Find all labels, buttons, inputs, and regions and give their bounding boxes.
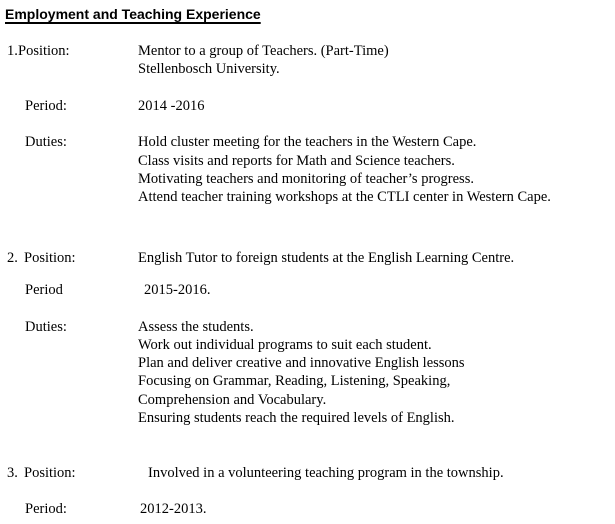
position-label: Position:	[24, 465, 76, 482]
entry-number: 1.	[7, 43, 18, 59]
position-value-line: Involved in a volunteering teaching program in the township.	[148, 465, 504, 482]
period-label: Period:	[25, 97, 67, 114]
duty-line: Plan and deliver creative and innovative English lessons	[138, 355, 465, 372]
period-label-group	[7, 97, 138, 115]
duty-line: Comprehension and Vocabulary.	[138, 391, 327, 408]
period-value	[138, 500, 610, 518]
position-row	[5, 42, 610, 79]
duty-line: Motivating teachers and monitoring of teacher’s progress.	[138, 171, 474, 188]
experience-entry-1	[5, 42, 610, 207]
duties-row	[5, 133, 610, 206]
period-value-line: 2014 -2016	[138, 97, 205, 114]
duties-value	[138, 318, 610, 428]
duties-label-group	[7, 318, 138, 336]
duty-line: Hold cluster meeting for the teachers in the Western Cape.	[138, 134, 477, 151]
position-row	[5, 249, 610, 267]
duty-line: Assess the students.	[138, 318, 254, 335]
duty-line: Work out individual programs to suit each student.	[138, 336, 432, 353]
position-value-line: Stellenbosch University.	[138, 61, 280, 78]
duty-line: Focusing on Grammar, Reading, Listening, Speaking,	[138, 373, 451, 390]
position-label-group	[7, 249, 138, 267]
experience-entry-3	[5, 464, 610, 518]
position-label: Position:	[24, 249, 76, 266]
experience-entry-2	[5, 249, 610, 428]
period-label-group	[7, 500, 138, 518]
period-value	[138, 97, 610, 115]
duties-label-group	[7, 133, 138, 151]
position-value	[138, 42, 610, 79]
duties-value	[138, 133, 610, 206]
duty-line: Ensuring students reach the required levels of English.	[138, 410, 455, 427]
period-value-line: 2015-2016.	[144, 281, 211, 298]
duties-row	[5, 318, 610, 428]
position-value-line: Mentor to a group of Teachers. (Part-Time)	[138, 43, 389, 59]
position-row	[5, 464, 610, 482]
entry-number: 3.	[7, 465, 18, 482]
period-label: Period	[25, 281, 63, 298]
period-row	[5, 500, 610, 518]
period-value	[138, 281, 610, 299]
duties-label: Duties:	[25, 134, 67, 151]
position-value	[138, 464, 610, 482]
position-value	[138, 249, 610, 267]
position-label-group	[7, 42, 138, 60]
duty-line: Attend teacher training workshops at the CTLI center in Western Cape.	[138, 189, 551, 206]
period-row	[5, 97, 610, 115]
duty-line: Class visits and reports for Math and Science teachers.	[138, 152, 455, 169]
position-label: Position:	[18, 43, 70, 59]
position-value-line: English Tutor to foreign students at the English Learning Centre.	[138, 249, 515, 266]
period-label: Period:	[25, 500, 67, 517]
period-row	[5, 281, 610, 299]
entry-number: 2.	[7, 249, 18, 266]
period-value-line: 2012-2013.	[140, 500, 207, 517]
period-label-group	[7, 281, 138, 299]
section-title: Employment and Teaching Experience	[5, 6, 261, 22]
position-label-group	[7, 464, 138, 482]
duties-label: Duties:	[25, 318, 67, 335]
